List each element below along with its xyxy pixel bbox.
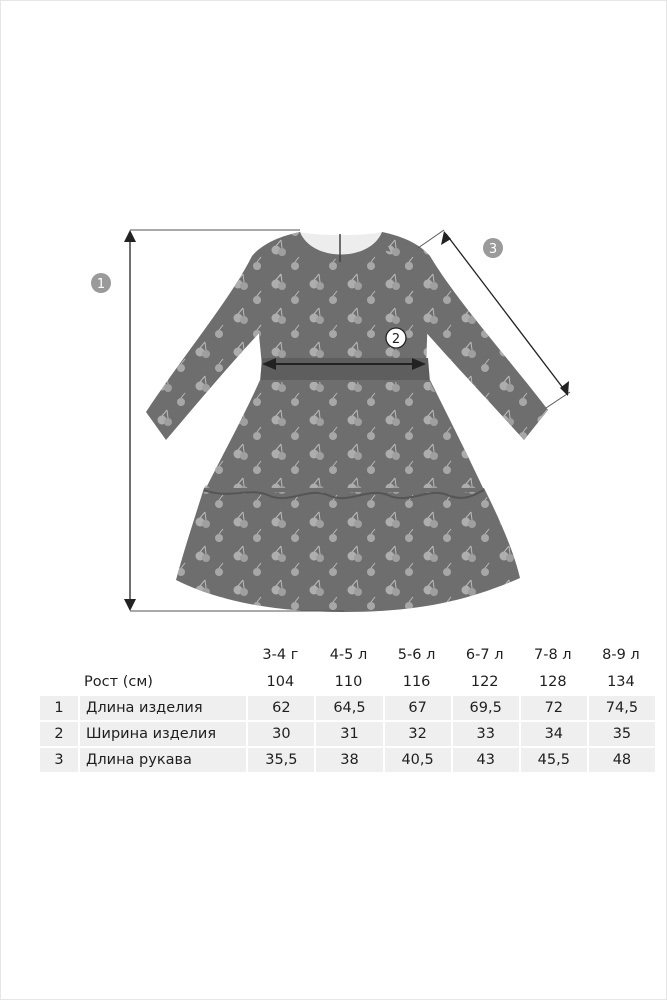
cell-value: 110 xyxy=(334,674,363,690)
size-header: 6-7 л xyxy=(465,647,504,663)
cell-value: 67 xyxy=(383,696,451,720)
cell-value: 38 xyxy=(314,748,382,772)
cell-value: 116 xyxy=(402,674,431,690)
table-row xyxy=(40,696,655,720)
row-number: 3 xyxy=(40,748,78,772)
row-label: Ширина изделия xyxy=(78,722,246,746)
size-header: 4-5 л xyxy=(329,647,368,663)
size-table xyxy=(40,640,655,774)
cell-value: 104 xyxy=(266,674,295,690)
row-label: Длина рукава xyxy=(78,748,246,772)
cell-value: 35,5 xyxy=(246,748,314,772)
cell-value: 69,5 xyxy=(451,696,519,720)
cell-value: 74,5 xyxy=(587,696,655,720)
size-header: 7-8 л xyxy=(534,647,572,663)
height-row xyxy=(40,670,655,694)
cell-value: 32 xyxy=(383,722,451,746)
cell-value: 33 xyxy=(451,722,519,746)
size-header-row xyxy=(40,642,655,668)
dress-waistband xyxy=(260,358,430,382)
cell-value: 72 xyxy=(519,696,587,720)
cell-value: 31 xyxy=(314,722,382,746)
marker-2-label: 2 xyxy=(391,332,401,347)
cell-value: 43 xyxy=(451,748,519,772)
table-row xyxy=(40,722,655,746)
cell-value: 128 xyxy=(538,674,567,690)
cell-value: 48 xyxy=(587,748,655,772)
cell-value: 30 xyxy=(246,722,314,746)
cell-value: 122 xyxy=(470,674,499,690)
size-header: 8-9 л xyxy=(602,647,640,663)
cell-value: 134 xyxy=(607,674,635,690)
cell-value: 34 xyxy=(519,722,587,746)
row-number: 2 xyxy=(40,722,78,746)
size-header: 5-6 л xyxy=(397,647,436,663)
table-row xyxy=(40,748,655,772)
cell-value: 62 xyxy=(246,696,314,720)
row-label: Длина изделия xyxy=(78,696,246,720)
cell-value: 64,5 xyxy=(314,696,382,720)
row-label: Рост (см) xyxy=(84,674,153,690)
marker-1-label: 1 xyxy=(96,277,106,292)
cell-value: 45,5 xyxy=(519,748,587,772)
cell-value: 40,5 xyxy=(383,748,451,772)
row-number: 1 xyxy=(40,696,78,720)
cell-value: 35 xyxy=(587,722,655,746)
size-header: 3-4 г xyxy=(262,647,299,663)
marker-3-label: 3 xyxy=(488,242,498,257)
